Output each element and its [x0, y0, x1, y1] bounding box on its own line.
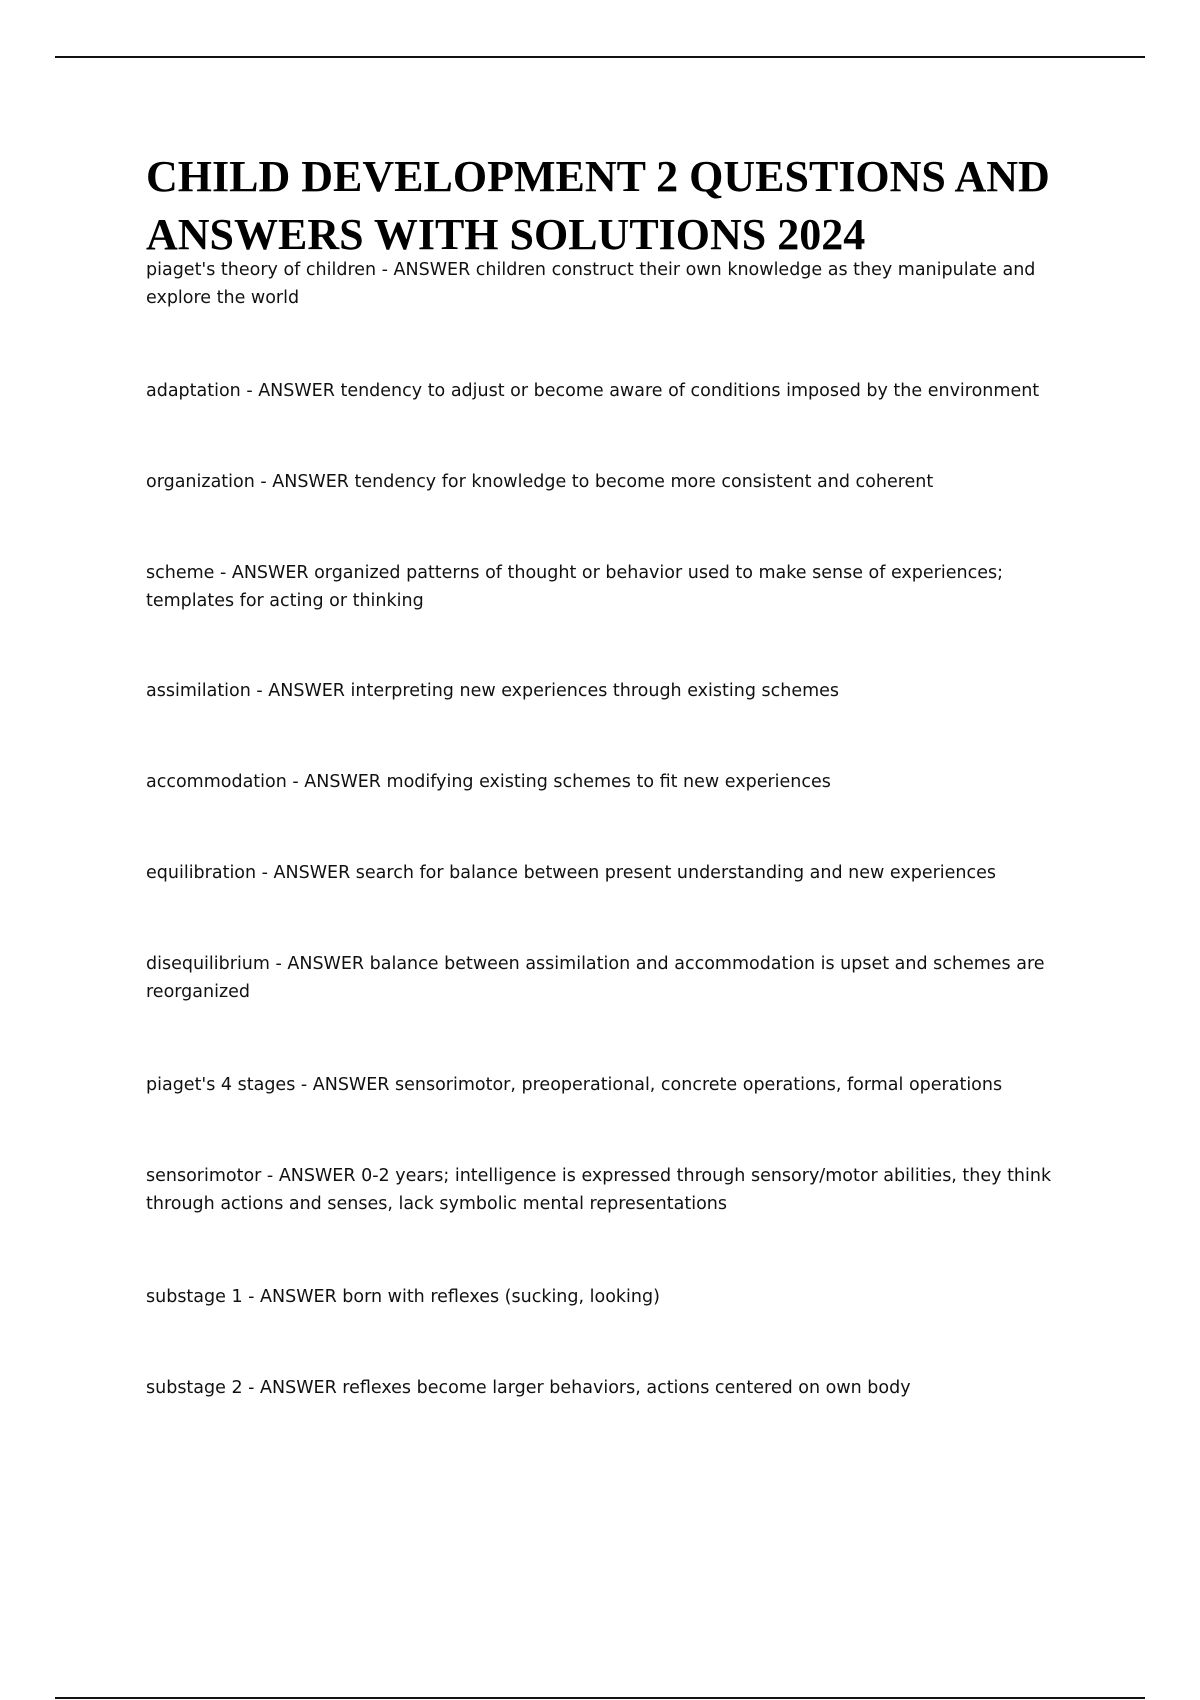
qa-entry: substage 2 - ANSWER reflexes become larger behaviors, actions centered on own body — [146, 1378, 911, 1398]
qa-entry: disequilibrium - ANSWER balance between assimilation and accommodation is upset and schemes are reorganized — [146, 954, 1045, 1002]
qa-entry: equilibration - ANSWER search for balance between present understanding and new experiences — [146, 863, 997, 883]
document-title: CHILD DEVELOPMENT 2 QUESTIONS AND ANSWERS WITH SOLUTIONS 2024 — [146, 152, 1050, 259]
qa-entry: scheme - ANSWER organized patterns of thought or behavior used to make sense of experiences; templates for acting or thinking — [146, 563, 1003, 611]
top-rule — [55, 56, 1145, 58]
bottom-rule — [55, 1697, 1145, 1699]
qa-entry: piaget's theory of children - ANSWER children construct their own knowledge as they manipulate and explore the world — [146, 260, 1036, 308]
qa-entry: organization - ANSWER tendency for knowledge to become more consistent and coherent — [146, 472, 934, 492]
qa-entry: sensorimotor - ANSWER 0-2 years; intelligence is expressed through sensory/motor abilities, they think through actions and senses, lack symbolic mental representations — [146, 1166, 1052, 1214]
qa-entry: substage 1 - ANSWER born with reflexes (sucking, looking) — [146, 1287, 660, 1307]
qa-entry: adaptation - ANSWER tendency to adjust or become aware of conditions imposed by the environment — [146, 381, 1040, 401]
qa-entry: accommodation - ANSWER modifying existing schemes to fit new experiences — [146, 772, 831, 792]
qa-entry: assimilation - ANSWER interpreting new experiences through existing schemes — [146, 681, 840, 701]
qa-entry: piaget's 4 stages - ANSWER sensorimotor, preoperational, concrete operations, formal operations — [146, 1075, 1003, 1095]
